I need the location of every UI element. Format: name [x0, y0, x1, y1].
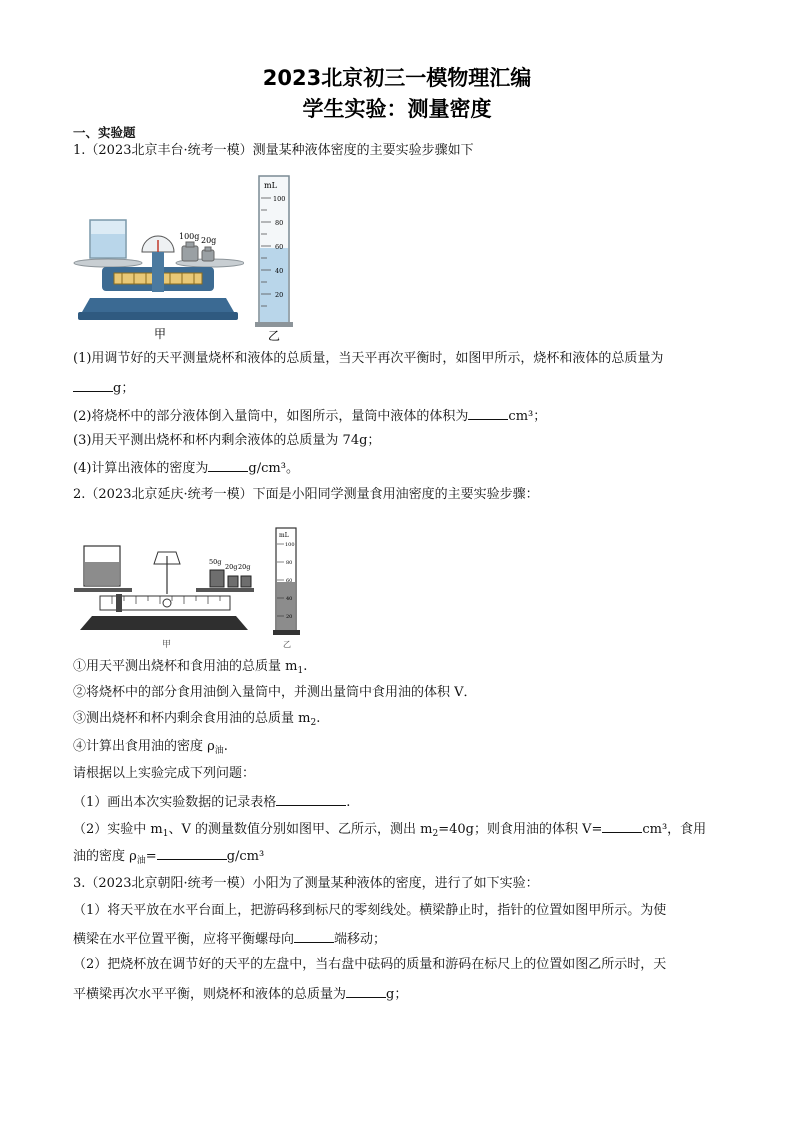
section-heading: 一、实验题 — [73, 125, 136, 140]
cylinder-tick-80: 80 — [275, 219, 284, 227]
answer-blank[interactable] — [468, 406, 508, 420]
right-pan — [196, 588, 254, 592]
period: . — [346, 795, 351, 810]
q1-step1-cont — [73, 378, 134, 398]
left-pan — [74, 259, 142, 267]
answer-blank[interactable] — [346, 984, 386, 998]
q3-part1: （1）将天平放在水平台面上，把游码移到标尺的零刻线处。横梁静止时，指针的位置如图甲所示。为使 — [73, 903, 667, 918]
document-title: 2023北京初三一模物理汇编 — [262, 66, 532, 90]
cylinder-tick-40: 40 — [286, 596, 293, 602]
cylinder-tick-100: 100 — [273, 195, 286, 203]
q2-step1-text: ①用天平测出烧杯和食用油的总质量 m — [73, 659, 298, 674]
answer-blank[interactable] — [602, 819, 642, 833]
cylinder-unit: mL — [264, 181, 277, 190]
answer-blank[interactable] — [208, 458, 248, 472]
q3-stem: 3.（2023北京朝阳·统考一模）小阳为了测量某种液体的密度，进行了如下实验： — [73, 876, 539, 891]
cylinder-tick-100: 100 — [285, 542, 295, 548]
subscript: 1 — [297, 666, 304, 676]
subscript: 2 — [310, 718, 317, 728]
q3-part1-text: 端移动； — [334, 932, 387, 947]
period: . — [223, 739, 228, 754]
q2-stem: 2.（2023北京延庆·统考一模）下面是小阳同学测量食用油密度的主要实验步骤： — [73, 487, 539, 502]
q1-balance-figure — [72, 200, 244, 342]
period: . — [303, 659, 308, 674]
answer-blank[interactable] — [276, 792, 346, 806]
q3-part2-text: 平横梁再次水平平衡，则烧杯和液体的总质量为 — [73, 987, 347, 1002]
q3-part2-unit: g； — [386, 987, 408, 1002]
q1-fig-label-yi: 乙 — [268, 329, 281, 342]
cylinder-tick-20: 20 — [275, 291, 284, 299]
q2-step4 — [73, 738, 228, 760]
q3-part1-cont — [73, 929, 386, 949]
balance-base — [82, 298, 234, 312]
subscript: 1 — [162, 829, 169, 839]
q2-fig-label-jia: 甲 — [162, 640, 172, 650]
cylinder-unit: mL — [279, 532, 289, 539]
q1-step4 — [73, 458, 299, 478]
q1-stem: 1.（2023北京丰台·统考一模）测量某种液体密度的主要实验步骤如下 — [73, 143, 474, 158]
q2-step3 — [73, 710, 320, 732]
q2-step1 — [73, 658, 307, 680]
q2-part1 — [73, 792, 350, 812]
q1-step4-text: (4)计算出液体的密度为 — [73, 461, 209, 476]
q2-step3-text: ③测出烧杯和杯内剩余食用油的总质量 m — [73, 711, 311, 726]
q2-part2-text: cm³，食用 — [642, 822, 707, 837]
cylinder-tick-60: 60 — [275, 243, 284, 251]
q2-step4-text: ④计算出食用油的密度 ρ — [73, 739, 215, 754]
q2-part1-text: （1）画出本次实验数据的记录表格 — [73, 795, 277, 810]
cylinder-tick-40: 40 — [275, 267, 284, 275]
answer-blank[interactable] — [157, 846, 227, 860]
q2-cylinder-figure — [272, 524, 302, 650]
cylinder-oil — [277, 582, 295, 631]
q1-step2-unit: cm³； — [508, 409, 547, 424]
q1-fig-label-jia: 甲 — [154, 327, 167, 341]
weight-100g-icon — [182, 246, 198, 261]
q2-ask: 请根据以上实验完成下列问题： — [73, 766, 256, 781]
q1-step1 — [73, 350, 663, 368]
q1-step2 — [73, 406, 546, 426]
subscript: 油 — [214, 746, 224, 756]
answer-blank[interactable] — [73, 378, 113, 392]
equals: = — [145, 849, 157, 864]
weight-label-50g: 50g — [209, 558, 222, 566]
cylinder-tick-80: 80 — [286, 560, 293, 566]
q1-cylinder-figure — [252, 170, 296, 342]
q2-part2-cont — [73, 846, 264, 870]
left-pan — [74, 588, 132, 592]
q2-part2-text: 、V 的测量数值分别如图甲、乙所示，测出 m — [168, 822, 433, 837]
period: . — [316, 711, 321, 726]
q1-step3: (3)用天平测出烧杯和杯内剩余液体的总质量为 74g； — [73, 433, 381, 448]
q1-step2-text: (2)将烧杯中的部分液体倒入量筒中，如图所示，量筒中液体的体积为 — [73, 409, 469, 424]
weight-label-20g: 20g — [225, 563, 238, 571]
cylinder-liquid — [260, 248, 288, 323]
answer-blank[interactable] — [294, 929, 334, 943]
q1-step1-text: (1)用调节好的天平测量烧杯和液体的总质量，当天平再次平衡时，如图甲所示，烧杯和液体的总质量为 — [73, 351, 664, 366]
q2-part2 — [73, 819, 706, 843]
weight-20g-icon — [241, 576, 251, 587]
oil-fill — [85, 562, 119, 585]
q2-balance-figure — [72, 538, 256, 650]
q2-part2-text: =40g；则食用油的体积 V= — [438, 822, 603, 837]
weight-20g-icon — [228, 576, 238, 587]
cylinder-tick-20: 20 — [286, 614, 293, 620]
liquid-fill — [91, 234, 125, 257]
q1-step4-unit: g/cm³。 — [248, 461, 299, 476]
q2-part2-unit: g/cm³ — [226, 849, 265, 864]
q3-part2: （2）把烧杯放在调节好的天平的左盘中，当右盘中砝码的质量和游码在标尺上的位置如图乙所示时，天 — [73, 957, 667, 972]
subscript: 2 — [432, 829, 439, 839]
balance-base — [80, 616, 248, 630]
rider-icon — [116, 594, 122, 612]
q1-step1-unit: g； — [113, 381, 135, 396]
subscript: 油 — [136, 856, 146, 866]
q2-step2: ②将烧杯中的部分食用油倒入量筒中，并测出量筒中食用油的体积 V． — [73, 685, 477, 700]
weight-label-20g-2: 20g — [238, 563, 251, 571]
q3-part1-text: 横梁在水平位置平衡，应将平衡螺母向 — [73, 932, 295, 947]
q2-part2-text: （2）实验中 m — [73, 822, 163, 837]
q3-part2-cont — [73, 984, 407, 1004]
weight-50g-icon — [210, 570, 224, 587]
q2-part2-text: 油的密度 ρ — [73, 849, 137, 864]
q2-fig-label-yi: 乙 — [283, 640, 291, 649]
weight-label-100g: 100g — [179, 232, 200, 241]
weight-label-20g: 20g — [201, 236, 217, 245]
cylinder-tick-60: 60 — [286, 578, 293, 584]
document-subtitle: 学生实验：测量密度 — [302, 97, 492, 121]
weight-20g-icon — [202, 250, 214, 261]
